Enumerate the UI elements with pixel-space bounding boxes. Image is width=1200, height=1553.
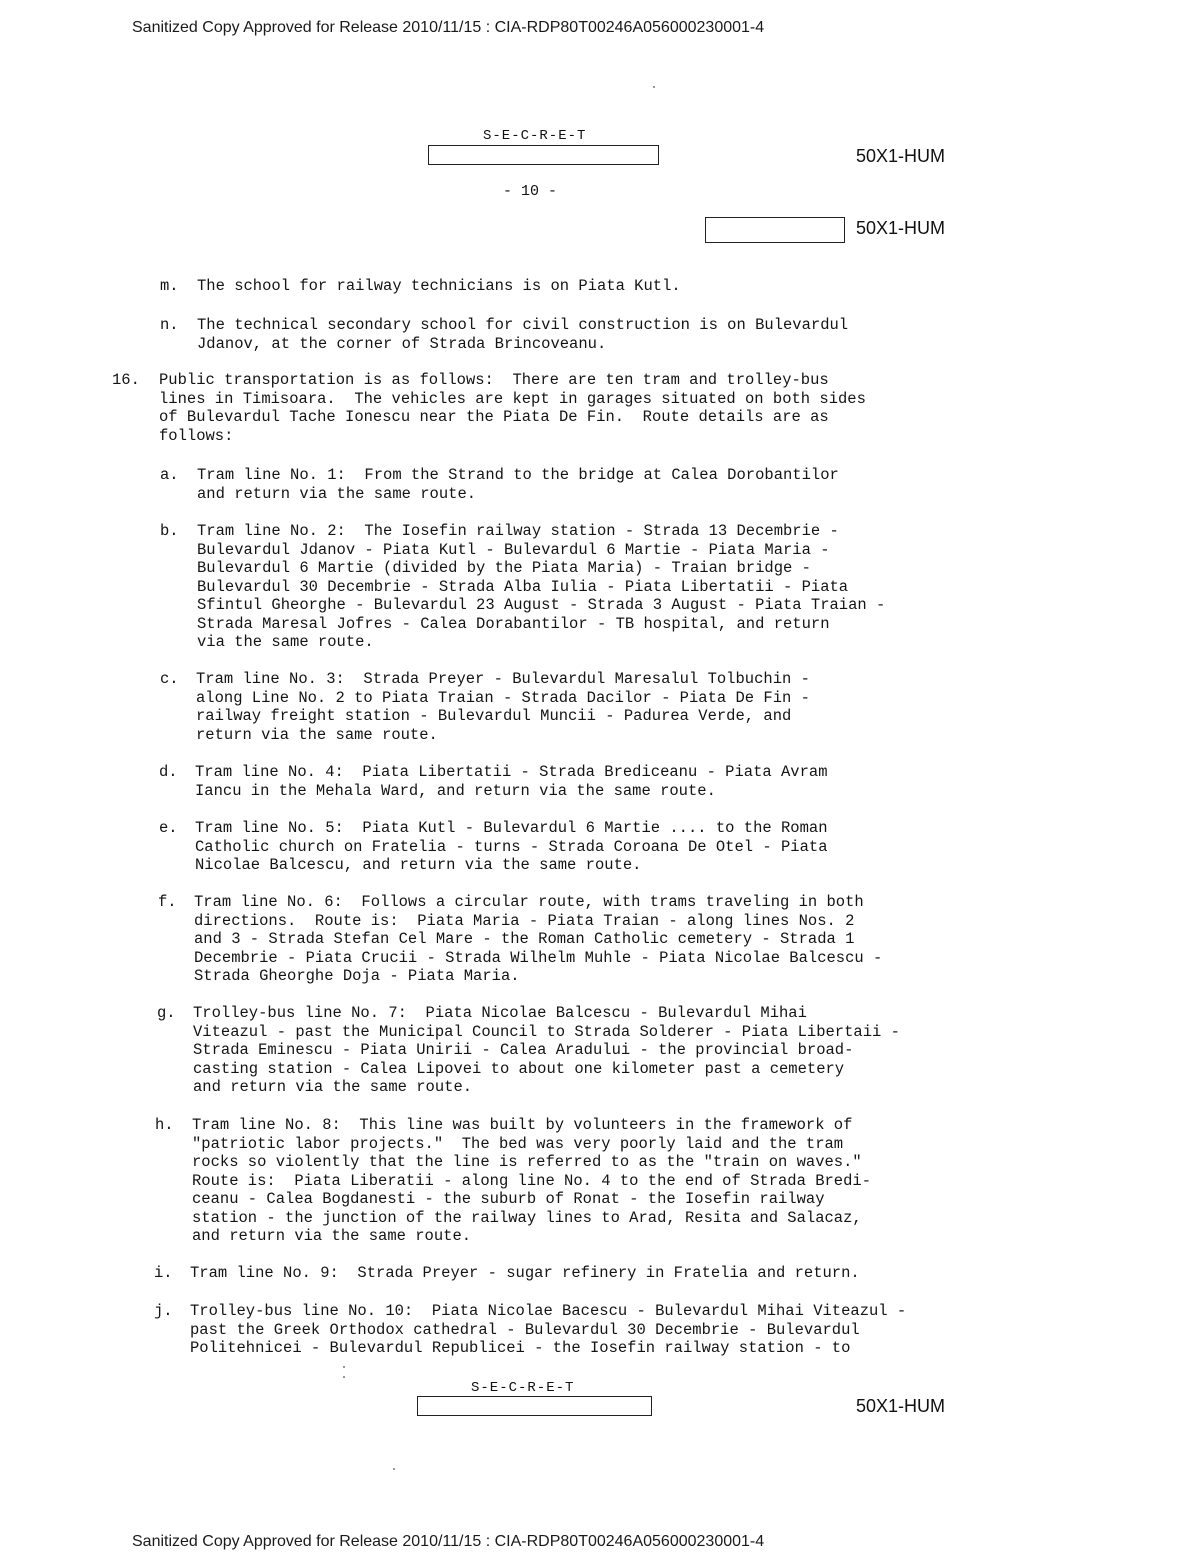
item-marker-a: a. <box>160 466 179 484</box>
item-marker-f: f. <box>158 893 177 911</box>
item-marker-j: j. <box>154 1302 173 1320</box>
item-text-i: Tram line No. 9: Strada Preyer - sugar refinery in Fratelia and return. <box>190 1264 860 1282</box>
item-text-m: The school for railway technicians is on Piata Kutl. <box>197 277 681 295</box>
classification-mark-bottom: S-E-C-R-E-T <box>471 1380 575 1396</box>
redaction-box-middle <box>705 217 845 243</box>
paragraph-text-16: Public transportation is as follows: There are ten tram and trolley-bus lines in Timisoara. The vehicles are kept in garages situated on both sides of Bulevardul Tache Ionescu near the Piata De Fin. Route details are as follows: <box>159 371 866 445</box>
item-text-f: Tram line No. 6: Follows a circular route, with trams traveling in both directions. Route is: Piata Maria - Piata Traian - along lines Nos. 2 and 3 - Strada Stefan Cel Mare - the Roman Catholic cemetery - Strada 1 Decembrie - Piata Crucii - Strada Wilhelm Muhle - Piata Nicolae Balcescu - Strada Gheorghe Doja - Piata Maria. <box>194 893 883 985</box>
scan-speck <box>393 1468 395 1470</box>
release-banner-bottom: Sanitized Copy Approved for Release 2010/11/15 : CIA-RDP80T00246A056000230001-4 <box>132 1533 765 1550</box>
redaction-code-top: 50X1-HUM <box>856 146 946 166</box>
redaction-box-bottom <box>417 1396 652 1416</box>
page-number: - 10 - <box>503 183 558 200</box>
item-marker-n: n. <box>160 316 179 334</box>
scan-speck <box>653 86 655 88</box>
item-text-j: Trolley-bus line No. 10: Piata Nicolae Bacescu - Bulevardul Mihai Viteazul - past the Greek Orthodox cathedral - Bulevardul 30 Decembrie - Bulevardul Politehnicei - Bulevardul Republicei - the Iosefin railway station - to <box>190 1302 907 1357</box>
item-text-e: Tram line No. 5: Piata Kutl - Bulevardul 6 Martie .... to the Roman Catholic church on Fratelia - turns - Strada Coroana De Otel - Piata Nicolae Balcescu, and return via the same route. <box>195 819 828 874</box>
item-marker-i: i. <box>154 1264 173 1282</box>
item-text-d: Tram line No. 4: Piata Libertatii - Strada Brediceanu - Piata Avram Iancu in the Mehala Ward, and return via the same route. <box>195 763 828 800</box>
item-text-g: Trolley-bus line No. 7: Piata Nicolae Balcescu - Bulevardul Mihai Viteazul - past the Municipal Council to Strada Solderer - Piata Libertaii - Strada Eminescu - Piata Unirii - Calea Aradului - the provincial broad- casting station - Calea Lipovei to about one kilometer past a cemetery and return via the same route. <box>193 1004 900 1096</box>
item-text-a: Tram line No. 1: From the Strand to the bridge at Calea Dorobantilor and return via the same route. <box>197 466 839 503</box>
release-banner-top: Sanitized Copy Approved for Release 2010/11/15 : CIA-RDP80T00246A056000230001-4 <box>132 19 765 36</box>
item-text-b: Tram line No. 2: The Iosefin railway station - Strada 13 Decembrie - Bulevardul Jdanov - Piata Kutl - Bulevardul 6 Martie - Piata Maria - Bulevardul 6 Martie (divided by the Piata Maria) - Traian bridge - Bulevardul 30 Decembrie - Strada Alba Iulia - Piata Libertatii - Piata Sfintul Gheorghe - Bulevardul 23 August - Strada 3 August - Piata Traian - Strada Maresal Jofres - Calea Dorabantilor - TB hospital, and return via the same route. <box>197 522 886 651</box>
item-text-n: The technical secondary school for civil construction is on Bulevardul Jdanov, at the corner of Strada Brincoveanu. <box>197 316 849 353</box>
item-marker-h: h. <box>155 1116 174 1134</box>
classification-mark-top: S-E-C-R-E-T <box>483 128 587 144</box>
item-text-h: Tram line No. 8: This line was built by volunteers in the framework of "patriotic labor projects." The bed was very poorly laid and the tram rocks so violently that the line is referred to as the "train on waves." Route is: Piata Liberatii - along line No. 4 to the end of Strada Bredi- ceanu - Calea Bogdanesti - the suburb of Ronat - the Iosefin railway station - the junction of the railway lines to Arad, Resita and Salacaz, and return via the same route. <box>192 1116 872 1245</box>
item-text-c: Tram line No. 3: Strada Preyer - Bulevardul Maresalul Tolbuchin - along Line No. 2 to Piata Traian - Strada Dacilor - Piata De Fin - railway freight station - Bulevardul Muncii - Padurea Verde, and return via the same route. <box>196 670 810 744</box>
redaction-code-middle: 50X1-HUM <box>856 218 946 238</box>
scan-speck <box>343 1376 345 1378</box>
item-marker-e: e. <box>159 819 178 837</box>
redaction-box-top <box>428 145 659 165</box>
item-marker-d: d. <box>159 763 178 781</box>
item-marker-g: g. <box>157 1004 176 1022</box>
redaction-code-bottom: 50X1-HUM <box>856 1396 946 1416</box>
item-marker-c: c. <box>160 670 179 688</box>
scan-speck <box>343 1366 345 1368</box>
item-marker-b: b. <box>160 522 179 540</box>
paragraph-number-16: 16. <box>112 371 140 389</box>
item-marker-m: m. <box>160 277 179 295</box>
